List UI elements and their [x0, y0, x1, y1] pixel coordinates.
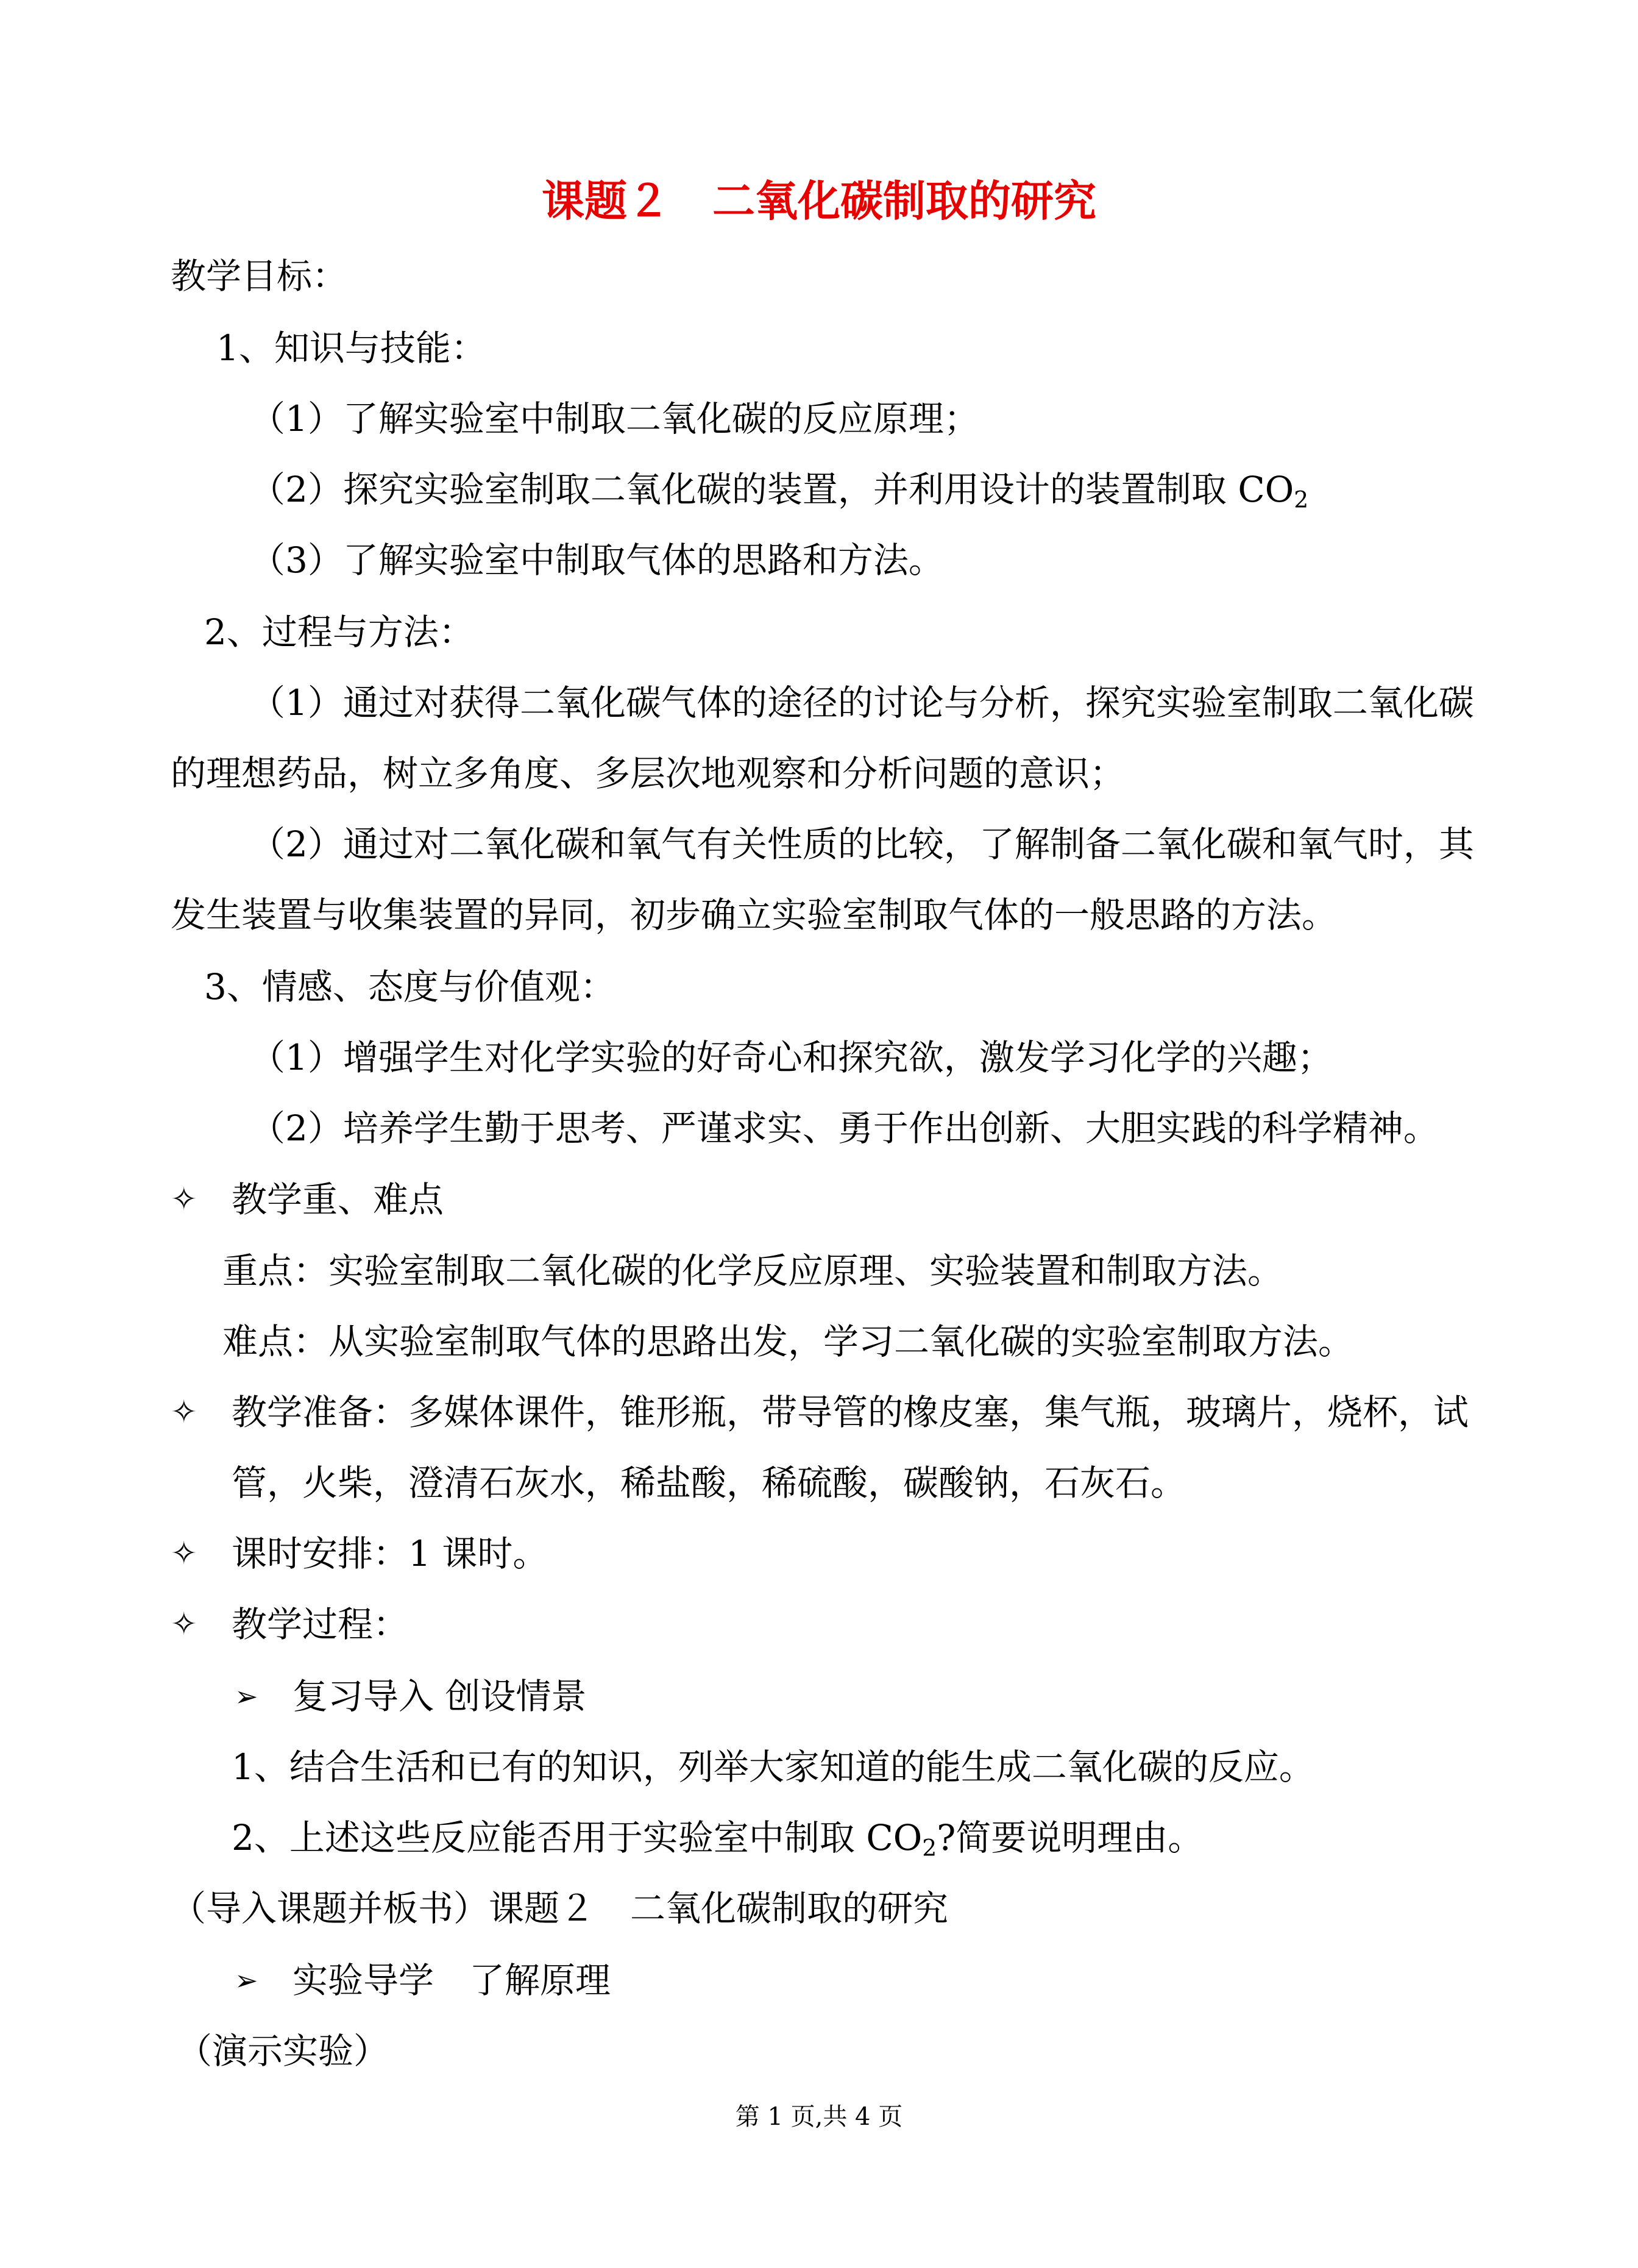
process-item-1-line-1: （1）通过对获得二氧化碳气体的途径的讨论与分析，探究实验室制取二氧化碳 — [250, 682, 1474, 723]
objectives-heading: 教学目标： — [171, 255, 348, 297]
diamond-bullet-icon: ✧ — [171, 1181, 197, 1218]
key-difficulty: 难点：从实验室制取气体的思路出发，学习二氧化碳的实验室制取方法。 — [222, 1321, 1354, 1362]
co2-subscript: 2 — [1294, 486, 1309, 513]
preparation-line-1: 教学准备：多媒体课件，锥形瓶，带导管的橡皮塞，集气瓶，玻璃片，烧杯，试 — [232, 1392, 1469, 1433]
attitudes-heading: 3、情感、态度与价值观： — [204, 966, 615, 1008]
arrow-bullet-icon: ➢ — [235, 1964, 258, 1997]
arrow-bullet-icon: ➢ — [235, 1680, 258, 1713]
section-experiment: 实验导学 了解原理 — [292, 1960, 611, 2001]
page-footer: 第 1 页,共 4 页 — [735, 2103, 903, 2131]
knowledge-skills-heading: 1、知识与技能： — [216, 327, 486, 369]
process-item-2-line-1: （2）通过对二氧化碳和氧气有关性质的比较，了解制备二氧化碳和氧气时，其 — [250, 823, 1474, 865]
knowledge-item-1: （1）了解实验室中制取二氧化碳的反应原理； — [250, 398, 979, 439]
document-title: 课题２ 二氧化碳制取的研究 — [542, 176, 1096, 226]
schedule: 课时安排：1 课时。 — [232, 1533, 548, 1574]
attitudes-item-1: （1）增强学生对化学实验的好奇心和探究欲，激发学习化学的兴趣； — [250, 1037, 1333, 1078]
knowledge-item-3: （3）了解实验室中制取气体的思路和方法。 — [250, 539, 944, 581]
preparation-line-2: 管，火柴，澄清石灰水，稀盐酸，稀硫酸，碳酸钠，石灰石。 — [232, 1462, 1186, 1504]
knowledge-item-2: （2）探究实验室制取二氧化碳的装置，并利用设计的装置制取 $CO_2$ — [250, 469, 1309, 513]
board-note: （导入课题并板书）课题２ 二氧化碳制取的研究 — [171, 1888, 949, 1929]
demo-experiment: （演示实验） — [177, 2030, 389, 2072]
key-points-heading: 教学重、难点 — [232, 1179, 444, 1220]
diamond-bullet-icon: ✧ — [171, 1535, 197, 1572]
key-focus: 重点：实验室制取二氧化碳的化学反应原理、实验装置和制取方法。 — [222, 1250, 1283, 1292]
attitudes-item-2: （2）培养学生勤于思考、严谨求实、勇于作出创新、大胆实践的科学精神。 — [250, 1107, 1439, 1149]
question-2: 2、上述这些反应能否用于实验室中制取 $CO_2$?简要说明理由。 — [232, 1817, 1204, 1861]
section-review-intro: 复习导入 创设情景 — [292, 1676, 587, 1717]
process-item-1-line-2: 的理想药品，树立多角度、多层次地观察和分析问题的意识； — [171, 753, 1126, 794]
process-methods-heading: 2、过程与方法： — [204, 611, 474, 653]
co2-subscript: 2 — [922, 1834, 937, 1861]
question-1: 1、结合生活和已有的知识，列举大家知道的能生成二氧化碳的反应。 — [232, 1746, 1314, 1788]
diamond-bullet-icon: ✧ — [171, 1606, 197, 1643]
process-heading: 教学过程： — [232, 1604, 409, 1645]
diamond-bullet-icon: ✧ — [171, 1394, 197, 1431]
process-item-2-line-2: 发生装置与收集装置的异同，初步确立实验室制取气体的一般思路的方法。 — [171, 894, 1338, 936]
